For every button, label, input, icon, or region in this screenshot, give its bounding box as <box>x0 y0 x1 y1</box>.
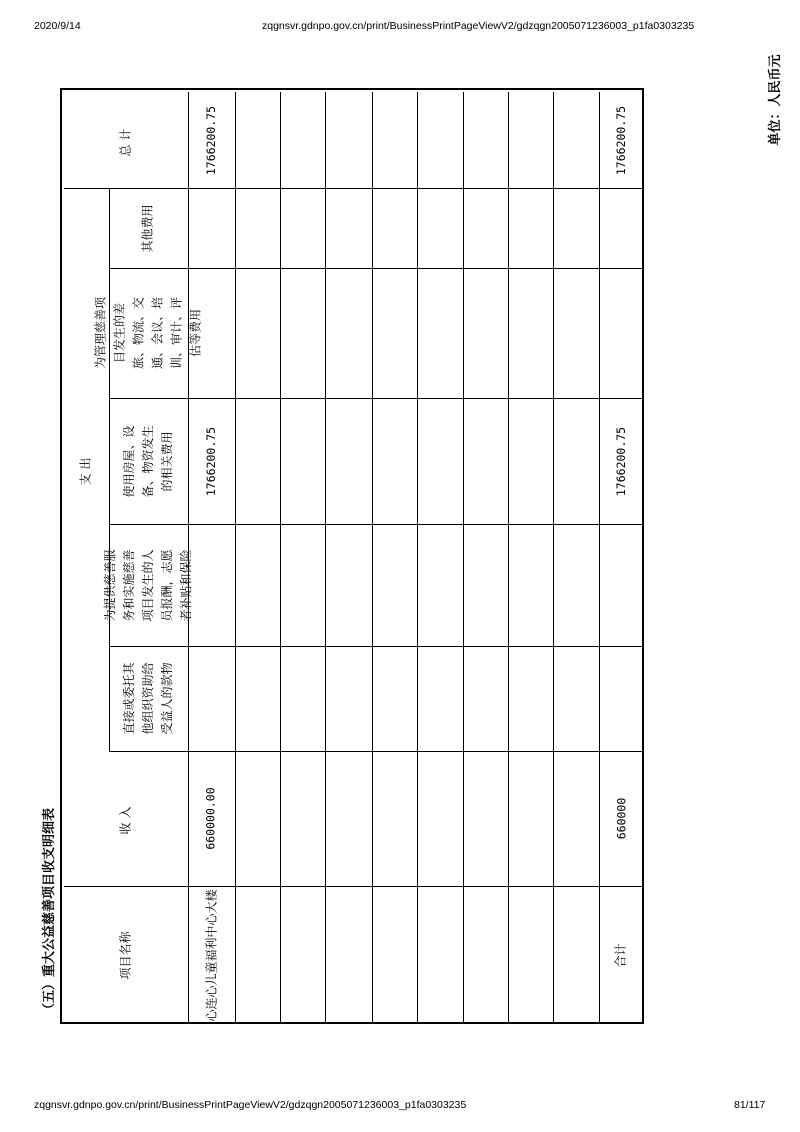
table-row-5-other <box>372 188 417 268</box>
print-url-footer: zqgnsvr.gdnpo.gov.cn/print/BusinessPrintPageViewV2/gdzqgn2005071236003_p1fa0303235 <box>34 1099 467 1111</box>
table-row-7-property <box>463 398 508 524</box>
total-row-total-text: 1766200.75 <box>614 105 628 175</box>
header-expenditure-group-text: 支出 <box>78 453 93 486</box>
table-row-9-admin <box>553 268 599 398</box>
table-row-8-personnel <box>508 524 553 646</box>
table-row-7-other <box>463 188 508 268</box>
table-row-1-direct <box>188 646 235 751</box>
table-row-5-personnel <box>372 524 417 646</box>
total-row-name <box>599 886 644 1024</box>
total-row-other <box>599 188 644 268</box>
table-row-8-income <box>508 751 553 886</box>
table-row-2-income <box>235 751 280 886</box>
table-row-6-other <box>417 188 463 268</box>
table-row-4-other <box>325 188 372 268</box>
total-row-name-text: 合计 <box>613 942 628 968</box>
table-row-1-admin <box>188 268 235 398</box>
header-total <box>64 92 188 188</box>
table-row-8-other <box>508 188 553 268</box>
table-row-1-other <box>188 188 235 268</box>
print-date: 2020/9/14 <box>34 20 81 32</box>
table-row-7-admin <box>463 268 508 398</box>
table-row-5-property <box>372 398 417 524</box>
table-row-3-personnel <box>280 524 325 646</box>
table-row-3-name <box>280 886 325 1024</box>
print-url-header: zqgnsvr.gdnpo.gov.cn/print/BusinessPrintPageViewV2/gdzqgn2005071236003_p1fa0303235 <box>262 20 695 32</box>
total-row-admin <box>599 268 644 398</box>
table-row-6-total <box>417 92 463 188</box>
table-row-8-total <box>508 92 553 188</box>
table-row-1-total-text: 1766200.75 <box>204 105 218 175</box>
table-row-5-direct <box>372 646 417 751</box>
table-row-6-income <box>417 751 463 886</box>
table-row-1-property <box>188 398 235 524</box>
header-other-cost <box>109 188 188 268</box>
table-row-2-name <box>235 886 280 1024</box>
table-row-7-direct <box>463 646 508 751</box>
table-row-1-income-text: 660000.00 <box>204 787 218 850</box>
header-income <box>64 751 188 886</box>
table-row-6-direct <box>417 646 463 751</box>
table-row-4-direct <box>325 646 372 751</box>
table-row-1-name <box>188 886 235 1024</box>
table-row-6-admin <box>417 268 463 398</box>
table-row-5-name <box>372 886 417 1024</box>
table-row-2-other <box>235 188 280 268</box>
table-row-6-property <box>417 398 463 524</box>
table-row-3-admin <box>280 268 325 398</box>
header-project-name-text: 项目名称 <box>118 930 133 980</box>
header-personnel-cost-text: 为提供慈善服务和实施慈善项目发生的人员报酬，志愿者补贴和保险 <box>103 549 193 622</box>
total-row-personnel <box>599 524 644 646</box>
table-row-9-other <box>553 188 599 268</box>
table-row-4-admin <box>325 268 372 398</box>
table-row-9-name <box>553 886 599 1024</box>
table-row-2-total <box>235 92 280 188</box>
total-row-income <box>599 751 644 886</box>
table-row-4-name <box>325 886 372 1024</box>
header-management-cost <box>93 268 203 398</box>
header-other-cost-text: 其他费用 <box>140 203 155 253</box>
table-row-5-admin <box>372 268 417 398</box>
table-row-9-personnel <box>553 524 599 646</box>
table-row-7-total <box>463 92 508 188</box>
header-property-cost <box>109 398 188 524</box>
table-row-7-name <box>463 886 508 1024</box>
table-row-2-admin <box>235 268 280 398</box>
table-row-9-property <box>553 398 599 524</box>
table-row-5-total <box>372 92 417 188</box>
table-row-3-direct <box>280 646 325 751</box>
header-direct-aid-text: 直接或委托其他组织资助给受益人的款物 <box>122 662 174 735</box>
header-total-text: 总计 <box>118 123 133 157</box>
currency-unit: 单位：人民币元 <box>768 54 783 146</box>
table-row-4-income <box>325 751 372 886</box>
table-row-9-income <box>553 751 599 886</box>
table-row-3-total <box>280 92 325 188</box>
header-management-cost-text: 为管理慈善项目发生的差旅、物流、交通、会议、培训、审计、评估等费用 <box>93 297 203 370</box>
table-row-8-name <box>508 886 553 1024</box>
total-row-property <box>599 398 644 524</box>
table-row-1-income <box>188 751 235 886</box>
table-row-4-property <box>325 398 372 524</box>
table-row-6-personnel <box>417 524 463 646</box>
table-row-3-property <box>280 398 325 524</box>
table-row-7-personnel <box>463 524 508 646</box>
table-row-2-personnel <box>235 524 280 646</box>
table-row-4-total <box>325 92 372 188</box>
table-row-5-income <box>372 751 417 886</box>
table-row-8-admin <box>508 268 553 398</box>
page-number: 81/117 <box>734 1099 766 1111</box>
table-row-7-income <box>463 751 508 886</box>
document-title: （五）重大公益慈善项目收支明细表 <box>42 808 57 1017</box>
header-property-cost-text: 使用房屋、设备、物资发生的相关费用 <box>122 425 174 498</box>
table-row-1-total <box>188 92 235 188</box>
total-row-income-text: 660000 <box>613 797 628 840</box>
table-row-1-name-text: 心连心儿童福利中心大楼 <box>204 888 219 1022</box>
header-income-text: 收入 <box>118 802 133 835</box>
table-row-1-personnel <box>188 524 235 646</box>
total-row-property-text: 1766200.75 <box>614 426 628 496</box>
table-row-8-property <box>508 398 553 524</box>
table-row-9-direct <box>553 646 599 751</box>
header-expenditure-group <box>64 188 109 751</box>
table-row-8-direct <box>508 646 553 751</box>
table-row-1-property-text: 1766200.75 <box>204 426 218 496</box>
table-row-6-name <box>417 886 463 1024</box>
total-row-direct <box>599 646 644 751</box>
table-row-9-total <box>553 92 599 188</box>
table-row-3-other <box>280 188 325 268</box>
header-personnel-cost <box>103 524 193 646</box>
project-income-expense-table <box>60 88 644 1024</box>
header-project-name <box>64 886 188 1024</box>
table-row-2-direct <box>235 646 280 751</box>
table-row-2-property <box>235 398 280 524</box>
header-direct-aid <box>109 646 188 751</box>
table-row-3-income <box>280 751 325 886</box>
table-row-4-personnel <box>325 524 372 646</box>
total-row-total <box>599 92 644 188</box>
